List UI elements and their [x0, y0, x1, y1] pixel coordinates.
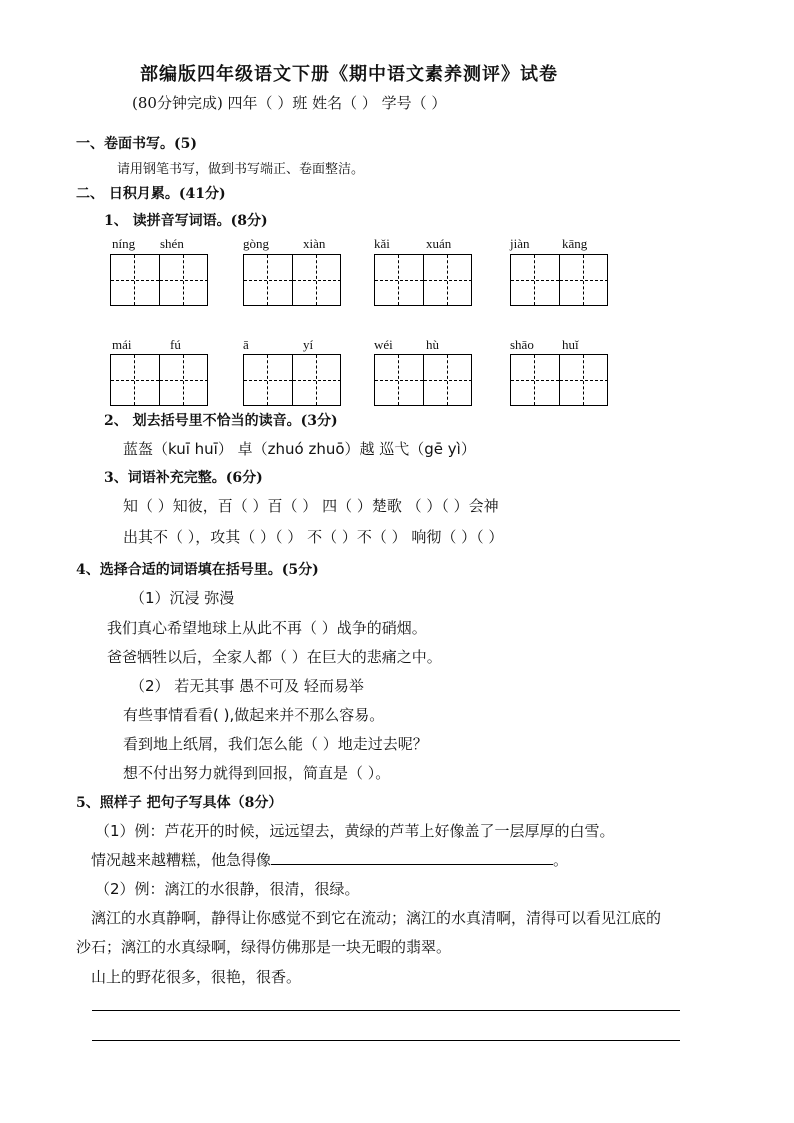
- answer-line[interactable]: [92, 1040, 680, 1041]
- q4-sentence: 想不付出努力就得到回报，简直是（ ）。: [123, 764, 391, 782]
- pinyin-label: gòng: [243, 236, 269, 251]
- exam-subtitle: (80分钟完成) 四年（ ）班 姓名（ ） 学号（ ）: [132, 94, 447, 112]
- pinyin-label: mái: [112, 337, 132, 352]
- pinyin-label: wéi: [374, 337, 393, 352]
- pinyin-label: xuán: [426, 236, 452, 251]
- q4-heading: 4、选择合适的词语填在括号里。(5分): [76, 562, 319, 578]
- q5-task-1-suffix: 。: [553, 851, 569, 869]
- writing-box[interactable]: [510, 354, 608, 406]
- pinyin-label: níng: [112, 236, 136, 251]
- pinyin-label: jiàn: [510, 236, 530, 251]
- pinyin-label: fú: [170, 337, 181, 352]
- pinyin-label: kǎi: [374, 236, 390, 251]
- q5-example-2-answer: 漓江的水真静啊，静得让你感觉不到它在流动；漓江的水真清啊，清得可以看见江底的: [91, 909, 662, 927]
- q4-sentence: 我们真心希望地球上从此不再（ ）战争的硝烟。: [107, 619, 427, 637]
- q5-heading: 5、照样子 把句子写具体（8分）: [76, 795, 283, 811]
- q1-heading: 1、 读拼音写词语。(8分): [104, 213, 268, 229]
- section-1-heading: 一、卷面书写。(5): [76, 136, 197, 152]
- q5-task-1: [91, 849, 568, 870]
- q3-idiom-line-2: 出其不（ ），攻其（ ）（ ） 不（ ）不（ ） 响彻（ ）（ ）: [123, 528, 504, 546]
- pinyin-label: huǐ: [562, 337, 579, 352]
- pinyin-label: shāo: [510, 337, 534, 352]
- writing-box[interactable]: [374, 254, 472, 306]
- writing-box[interactable]: [243, 254, 341, 306]
- q4-word-options-1: （1）沉浸 弥漫: [130, 589, 235, 607]
- writing-box[interactable]: [510, 254, 608, 306]
- q4-sentence: 看到地上纸屑，我们怎么能（ ）地走过去呢？: [123, 735, 428, 753]
- exam-title: 部编版四年级语文下册《期中语文素养测评》试卷: [140, 64, 558, 85]
- q3-idiom-line-1: 知（ ）知彼，百（ ）百（ ） 四（ ）楚歌 （ ）（ ）会神: [123, 497, 499, 515]
- pinyin-label: xiàn: [303, 236, 326, 251]
- q5-example-1: （1）例：芦花开的时候，远远望去，黄绿的芦苇上好像盖了一层厚厚的白雪。: [95, 822, 615, 840]
- q5-example-2-answer: 沙石；漓江的水真绿啊，绿得仿佛那是一块无暇的翡翠。: [76, 938, 452, 956]
- q5-task-1-prefix: 情况越来越糟糕，他急得像: [91, 851, 272, 869]
- writing-box[interactable]: [243, 354, 341, 406]
- pinyin-label: ā: [243, 337, 249, 352]
- q2-pronunciation-line: 蓝盔（kuī huī） 卓（zhuó zhuō）越 巡弋（gē yì）: [123, 440, 476, 458]
- writing-box[interactable]: [374, 354, 472, 406]
- q5-example-2: （2）例：漓江的水很静，很清，很绿。: [95, 880, 360, 898]
- q3-heading: 3、词语补充完整。(6分): [104, 470, 263, 486]
- q4-word-options-2: （2） 若无其事 愚不可及 轻而易举: [130, 677, 364, 695]
- writing-box[interactable]: [110, 254, 208, 306]
- pinyin-label: shén: [160, 236, 184, 251]
- section-1-instruction: 请用钢笔书写，做到书写端正、卷面整洁。: [117, 162, 365, 177]
- pinyin-label: hù: [426, 337, 439, 352]
- q4-sentence: 爸爸牺牲以后，全家人都（ ）在巨大的悲痛之中。: [107, 648, 442, 666]
- pinyin-label: kāng: [562, 236, 588, 251]
- q2-heading: 2、 划去括号里不恰当的读音。(3分): [104, 413, 338, 429]
- pinyin-label: yí: [303, 337, 314, 352]
- answer-line[interactable]: [92, 1010, 680, 1011]
- writing-box[interactable]: [110, 354, 208, 406]
- section-2-heading: 二、 日积月累。(41分): [76, 186, 226, 202]
- q4-sentence: 有些事情看看( ),做起来并不那么容易。: [123, 706, 385, 724]
- q5-task-2: 山上的野花很多，很艳，很香。: [91, 968, 302, 986]
- answer-blank[interactable]: [271, 850, 553, 865]
